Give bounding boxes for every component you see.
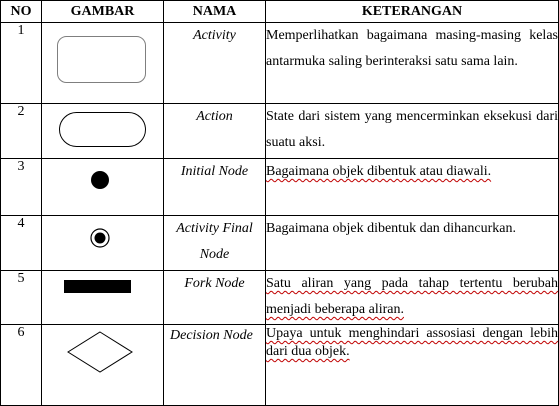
row-description: Memperlihatkan bagaimana masing-masing kelas antarmuka saling berinteraksi satu sama lain. — [266, 23, 559, 104]
table-row — [1, 216, 559, 271]
row-number: 2 — [1, 104, 42, 159]
row-number: 6 — [1, 325, 42, 406]
row-symbol — [42, 104, 164, 159]
row-symbol — [42, 216, 164, 271]
row-description — [266, 325, 559, 406]
row-number: 1 — [1, 23, 42, 104]
row-description-text: Upaya untuk menghindari assosiasi dengan lebih dari dua objek. — [266, 326, 558, 359]
row-symbol — [42, 271, 164, 325]
row-name: Activity — [164, 23, 266, 104]
row-symbol — [42, 325, 164, 406]
filled-circle-icon — [42, 159, 164, 216]
row-number: 5 — [1, 271, 42, 325]
header-nama: NAMA — [164, 1, 266, 23]
row-description: Bagaimana objek dibentuk dan dihancurkan. — [266, 216, 559, 271]
row-description-text: Satu aliran yang pada tahap tertentu berubah menjadi beberapa aliran. — [266, 276, 558, 317]
header-gambar: GAMBAR — [42, 1, 164, 23]
header-row — [1, 1, 559, 23]
row-number: 4 — [1, 216, 42, 271]
row-number: 3 — [1, 159, 42, 216]
header-no: NO — [1, 1, 42, 23]
row-name: Activity Final Node — [164, 216, 266, 271]
table-row — [1, 23, 559, 104]
row-name: Fork Node — [164, 271, 266, 325]
table-row — [1, 325, 559, 406]
capsule-icon — [42, 104, 164, 159]
table-row — [1, 271, 559, 325]
row-symbol — [42, 23, 164, 104]
row-description: State dari sistem yang mencerminkan eksekusi dari suatu aksi. — [266, 104, 559, 159]
row-name: Initial Node — [164, 159, 266, 216]
bullseye-icon — [42, 216, 164, 271]
diamond-icon — [42, 325, 164, 406]
table-row — [1, 104, 559, 159]
row-description — [266, 159, 559, 216]
thick-bar-icon — [42, 271, 164, 325]
row-description — [266, 271, 559, 325]
row-name: Action — [164, 104, 266, 159]
row-symbol — [42, 159, 164, 216]
rounded-rectangle-icon — [42, 23, 164, 104]
row-description-text: Bagaimana objek dibentuk atau diawali. — [266, 164, 492, 179]
header-keterangan: KETERANGAN — [266, 1, 559, 23]
table-row — [1, 159, 559, 216]
row-name: Decision Node — [164, 325, 266, 406]
